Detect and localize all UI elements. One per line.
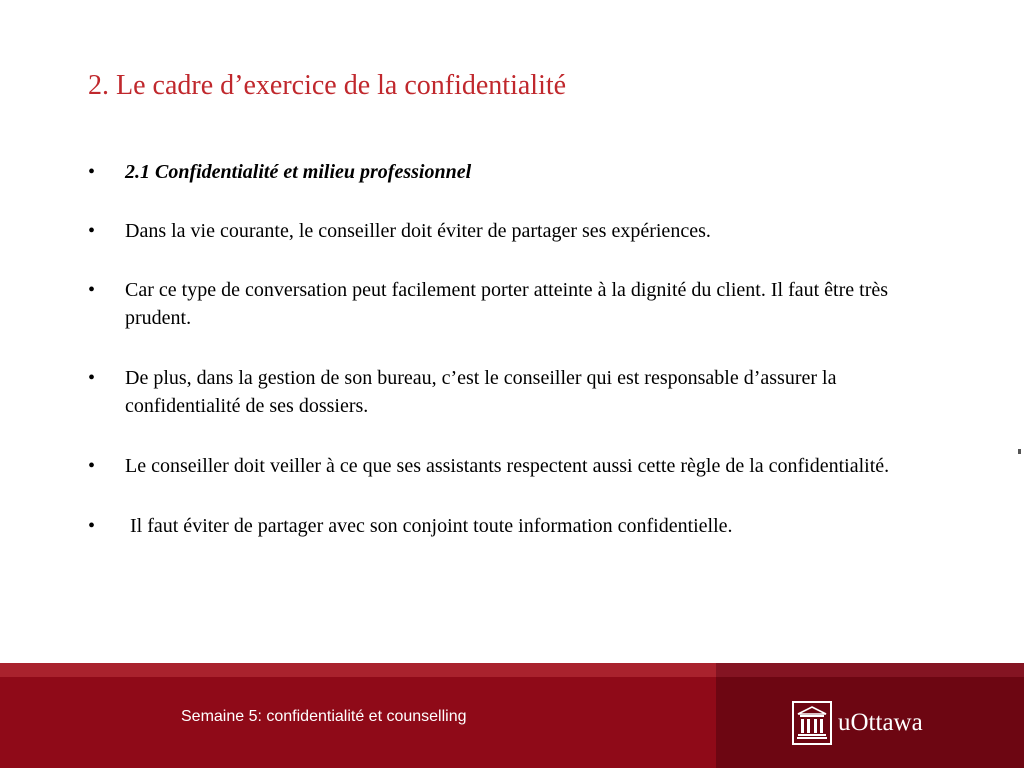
bullet-list xyxy=(88,158,938,540)
bullet-item xyxy=(88,217,938,245)
bullet-marker: • xyxy=(88,515,96,537)
bullet-marker: • xyxy=(88,455,96,477)
bullet-subheading xyxy=(88,158,938,186)
bullet-item xyxy=(88,276,938,332)
bullet-text: 2.1 Confidentialité et milieu professionnel xyxy=(125,161,472,183)
bullet-marker: • xyxy=(88,367,96,389)
decorative-mark xyxy=(1018,449,1021,454)
bullet-text: Le conseiller doit veiller à ce que ses assistants respectent aussi cette règle de la confidentialité. xyxy=(125,455,890,477)
bullet-text: Dans la vie courante, le conseiller doit éviter de partager ses expériences. xyxy=(125,220,711,242)
bullet-item xyxy=(88,512,938,540)
footer-course-label: Semaine 5: confidentialité et counselling xyxy=(181,708,467,725)
bullet-text: De plus, dans la gestion de son bureau, c’est le conseiller qui est responsable d’assurer la confidentialité de ses dossiers. xyxy=(125,367,837,417)
footer-logo-panel-stripe xyxy=(716,663,1024,677)
bullet-marker: • xyxy=(88,220,96,242)
bullet-text: Il faut éviter de partager avec son conjoint toute information confidentielle. xyxy=(125,515,733,537)
university-building-icon xyxy=(792,701,832,745)
logo-wordmark: uOttawa xyxy=(838,709,923,736)
slide-title: 2. Le cadre d’exercice de la confidentialité xyxy=(88,70,567,101)
bullet-text: Car ce type de conversation peut facilement porter atteinte à la dignité du client. Il faut être très prudent. xyxy=(125,279,889,329)
bullet-marker: • xyxy=(88,279,96,301)
bullet-item xyxy=(88,364,938,420)
bullet-marker: • xyxy=(88,161,96,183)
uottawa-logo xyxy=(792,701,923,745)
bullet-item xyxy=(88,452,938,480)
